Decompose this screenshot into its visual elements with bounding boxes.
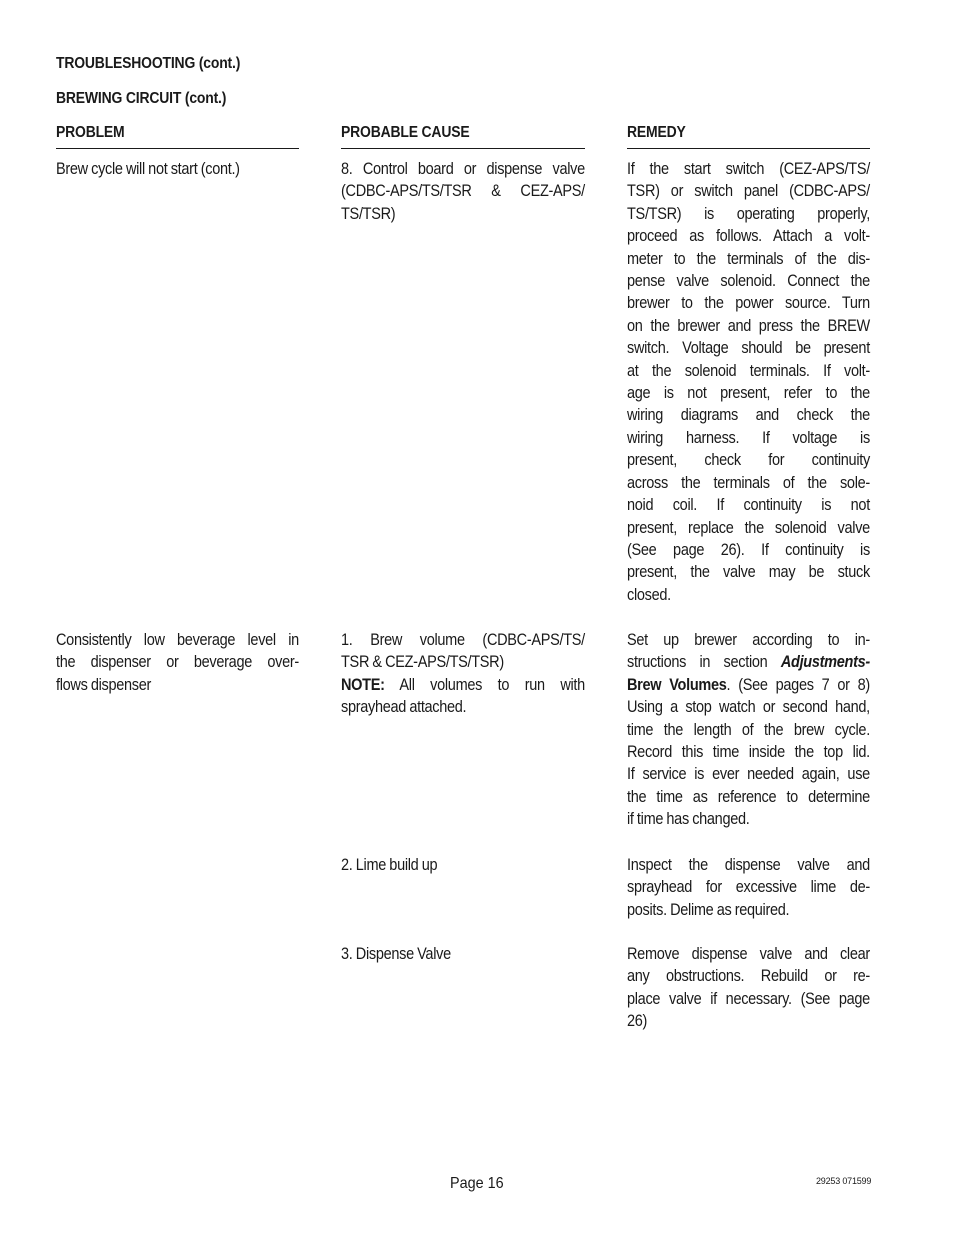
- cause-lines: [341, 158, 585, 225]
- text-line: across the terminals of the sole-: [627, 473, 870, 492]
- remedy-lines: [627, 854, 870, 921]
- text-line: age is not present, refer to the: [627, 384, 870, 403]
- text-line: If service is ever needed again, use: [627, 765, 870, 784]
- cause-control-board: [341, 158, 585, 225]
- cause-brew-volume: [341, 629, 585, 719]
- text-line: TS/TSR): [341, 204, 396, 223]
- text-line: time the length of the brew cycle.: [627, 720, 870, 739]
- remedy-lines-b: [627, 696, 870, 830]
- text-line: TSR) or switch panel (CDBC-APS/: [627, 182, 870, 201]
- section-title: TROUBLESHOOTING (cont.): [56, 55, 241, 72]
- remedy-dispense-valve: [627, 943, 870, 1033]
- text-line: on the brewer and press the BREW: [627, 316, 870, 335]
- cause-lines: [341, 629, 585, 674]
- remedy-section-line: structions in section Adjustments-: [627, 653, 870, 672]
- column-header-remedy: REMEDY: [627, 124, 870, 149]
- text-line: flows dispenser: [56, 675, 152, 694]
- text-line: posits. Delime as required.: [627, 900, 790, 919]
- text-line: brewer to the power source. Turn: [627, 294, 870, 313]
- subsection-title: BREWING CIRCUIT (cont.): [56, 90, 227, 107]
- column-header-cause: PROBABLE CAUSE: [341, 124, 585, 149]
- problem-low-beverage: [56, 629, 299, 696]
- text-line: meter to the terminals of the dis-: [627, 249, 870, 268]
- text-line: pense valve solenoid. Connect the: [627, 272, 870, 291]
- text-line: TSR & CEZ-APS/TS/TSR): [341, 653, 504, 672]
- text-line: 1. Brew volume (CDBC-APS/TS/: [341, 631, 585, 649]
- text-line: Remove dispense valve and clear: [627, 945, 870, 963]
- text-line: proceed as follows. Attach a volt-: [627, 227, 870, 246]
- remedy-lime-build-up: [627, 854, 870, 921]
- text-line: the dispenser or beverage over-: [56, 653, 299, 672]
- text-line: closed.: [627, 585, 671, 604]
- remedy-brew-volumes-line: Brew Volumes. (See pages 7 or 8): [627, 675, 870, 694]
- note-label: NOTE:: [341, 675, 385, 694]
- document-number: 29253 071599: [816, 1176, 872, 1186]
- text-line: place valve if necessary. (See page: [627, 989, 870, 1008]
- cause-note-line-2: sprayhead attached.: [341, 698, 467, 717]
- remedy-lines: [627, 158, 870, 606]
- adjustments-link-text: Adjustments-: [780, 653, 870, 672]
- remedy-lines-a: [627, 629, 870, 651]
- remedy-lines: [627, 943, 870, 1033]
- problem-lines: [56, 629, 299, 696]
- text-line: switch. Voltage should be present: [627, 339, 870, 358]
- text-line: any obstructions. Rebuild or re-: [627, 967, 870, 986]
- text-line: 26): [627, 1012, 648, 1031]
- text-line: present, replace the solenoid valve: [627, 518, 870, 537]
- text-line: present, the valve may be stuck: [627, 563, 870, 582]
- remedy-brew-volume: [627, 629, 870, 831]
- text-line: Inspect the dispense valve and: [627, 856, 870, 874]
- cause-dispense-valve: 3. Dispense Valve: [341, 945, 451, 963]
- text-line: Record this time inside the top lid.: [627, 743, 870, 762]
- text-line: Using a stop watch or second hand,: [627, 698, 870, 717]
- problem-brew-cycle: Brew cycle will not start (cont.): [56, 160, 240, 178]
- text-line: wiring diagrams and check the: [627, 406, 870, 425]
- text-line: if time has changed.: [627, 810, 750, 829]
- text-line: at the solenoid terminals. If volt-: [627, 361, 870, 380]
- text-line: noid coil. If continuity is not: [627, 496, 870, 515]
- column-header-problem: PROBLEM: [56, 124, 299, 149]
- text-line: Consistently low beverage level in: [56, 631, 299, 649]
- text-line: If the start switch (CEZ-APS/TS/: [627, 160, 870, 178]
- cause-lime-build-up: 2. Lime build up: [341, 856, 438, 874]
- text-line: (See page 26). If continuity is: [627, 540, 870, 559]
- text-line: wiring harness. If voltage is: [627, 428, 870, 447]
- text-line: Set up brewer according to in-: [627, 631, 870, 649]
- text-line: present, check for continuity: [627, 451, 870, 470]
- text-line: (CDBC-APS/TS/TSR & CEZ-APS/: [341, 182, 585, 201]
- text-line: TS/TSR) is operating properly,: [627, 204, 870, 223]
- text-line: 8. Control board or dispense valve: [341, 160, 585, 178]
- page-number: Page 16: [450, 1175, 504, 1192]
- text-line: sprayhead for excessive lime de-: [627, 878, 870, 897]
- text-line: the time as reference to determine: [627, 787, 870, 806]
- cause-note-line-1: NOTE: All volumes to run with: [341, 675, 585, 694]
- remedy-control-board: [627, 158, 870, 606]
